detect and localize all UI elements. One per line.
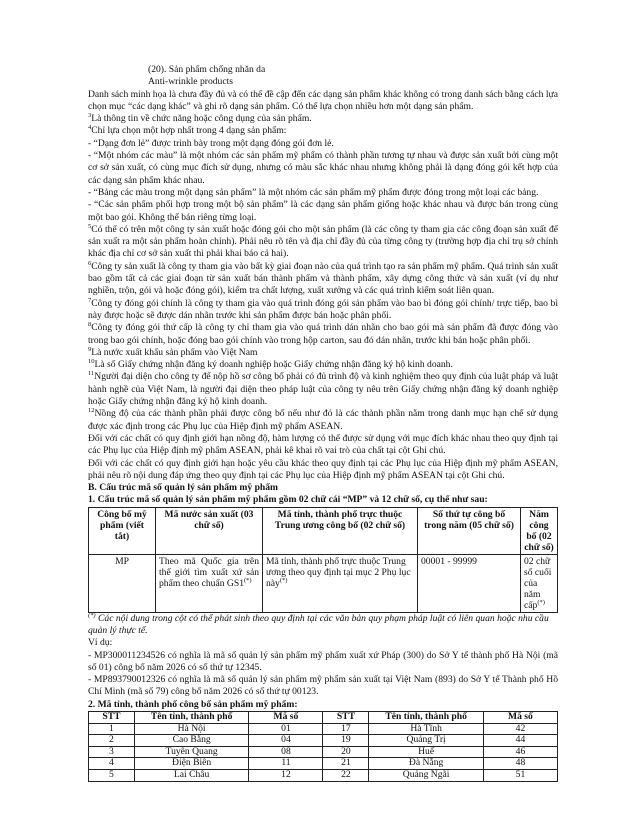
table-row [89,770,558,782]
footnote-paragraph: $^{10}$Là số Giấy chứng nhận đăng ký doanh nghiệp hoặc Giấy chứng nhận đăng ký hộ kinh doanh. [88,357,453,371]
table2-cell: 19 [323,735,369,747]
example-2: - MP893790012326 có nghĩa là mã số quản lý sản phẩm mỹ phẩm sản xuất tại Việt Nam (893) do Sở Y tế Thành phố Hồ Chí Minh (mã số 79) công bố năm 2026 có số thứ tự 00123. [88,674,558,698]
table2-cell: 12 [249,770,323,782]
table2-cell: 3 [89,746,135,758]
section-b-heading: B. Cấu trúc mã số quản lý sản phẩm mỹ phẩm [88,482,279,494]
footnote-paragraph: $^4$Chỉ lựa chọn một hợp nhất trong 4 dạng sản phẩm: [88,124,287,137]
table2-cell: Lai Châu [134,770,249,782]
footnote-paragraph: $^{11}$Người đại diện cho công ty để nộp hồ sơ công bố phải có đủ trình độ và kinh nghiệm theo quy định của luật pháp và luật hành nghề của Việt Nam, là người đại diện theo pháp luật của công ty nêu trên Giấy chứng nhận đăng ký doanh nghiệp hoặc Giấy chứng nhận đăng ký hộ kinh doanh. [88,370,558,408]
province-code-table [88,711,558,782]
table1-cell: 02 chữ số cuối của năm cấp(*) [521,554,558,612]
table2-cell: 20 [323,746,369,758]
section-b-sub1: 1. Cấu trúc mã số quản lý sản phẩm mỹ phẩm gồm 02 chữ cái “MP” và 12 chữ số, cụ thể như sau: [88,494,488,506]
table2-cell: 04 [249,735,323,747]
footnote-paragraph: $^8$Công ty đóng gói thứ cấp là công ty chỉ tham gia vào quá trình dán nhãn cho bao gói mà sản phẩm đã được đóng vào trong bao gói chính, hoặc đóng bao gói chính vào trong hộp carton, sau đó dán nhãn, trước khi bán hoặc phân phối. [88,321,558,346]
footnote-paragraph: - “Các sản phẩm phối hợp trong một bộ sản phẩm” là các dạng sản phẩm giống hoặc khác nhau và được bán trong cùng một bao gói. Không thể bán riêng từng loại. [88,199,558,223]
footnote-paragraph: Đối với các chất có quy định giới hạn nồng độ, hàm lượng có thể được sử dụng với mục đích khác nhau theo quy định tại các Phụ lục của Hiệp định mỹ phẩm ASEAN, phải kê khai rõ vai trò của chất tại cột Ghi chú. [88,432,558,457]
footnote-paragraph: Danh sách minh họa là chưa đầy đủ và có thể đề cập đến các dạng sản phẩm khác không có trong danh sách bằng cách lựa chọn mục “các dạng khác” và ghi rõ dạng sản phẩm. Có thể lựa chọn nhiều hơn một dạng sản phẩm. [88,88,558,112]
table2-cell: Quảng Ngãi [369,770,484,782]
table2-cell: 5 [89,770,135,782]
code-structure-table [88,507,558,613]
table2-cell: 01 [249,723,323,735]
table2-cell: 11 [249,758,323,770]
table2-cell: 44 [483,735,557,747]
example-1: - MP300011234526 có nghĩa là mã số quản lý sản phẩm mỹ phẩm xuất xứ Pháp (300) do Sở Y tế thành phố Hà Nội (mã số 01) công bố năm 2026 có số thứ tự 12345. [88,649,558,673]
table2-cell: Cao Bằng [134,735,249,747]
table2-header: STT [323,712,369,724]
footnote-paragraph: $^6$Công ty sản xuất là công ty tham gia vào bất kỳ giai đoạn nào của quá trình tạo ra sản phẩm mỹ phẩm. Quá trình sản xuất bao gồm tất cả các giai đoạn từ sản xuất bán thành phẩm và thành phẩm, xây dựng công thức và sản xuất (ví dụ như nghiền, trộn, gói và hoặc đóng gói), kiểm tra chất lượng, xuất xưởng và các quá trình kiểm soát liên quan. [88,259,558,297]
table2-cell: Hà Nội [134,723,249,735]
table1-note: (*) Các nội dung trong cột có thể phát sinh theo quy định tại các văn bản quy phạm pháp luật có liên quan hoặc nhu cầu quản lý thực tế. [88,611,549,636]
footnotes [88,89,558,483]
footnote-paragraph: - “Dạng đơn lẻ” được trình bày trong một dạng đóng gói đơn lẻ. [88,137,334,149]
list-item-20-en: Anti-wrinkle products [148,76,233,88]
section-b-sub2: 2. Mã tỉnh, thành phố công bố sản phẩm mỹ phẩm: [88,698,298,710]
table2-header: Tên tỉnh, thành phố [369,712,484,724]
list-item-20: (20). Sản phẩm chống nhăn da [148,64,266,75]
table2-cell: 08 [249,746,323,758]
table1-cell: Mã tỉnh, thành phố trực thuộc Trung ương theo quy định tại mục 2 Phụ lục này(*) [263,554,418,612]
table2-cell: Tuyên Quang [134,746,249,758]
table1-cell: Theo mã Quốc gia trên thế giới tìm xuất xứ sản phẩm theo chuẩn GS1(*) [156,554,263,612]
table2-cell: 1 [89,723,135,735]
table-row [89,735,558,747]
footnote-paragraph: $^7$Công ty đóng gói chính là công ty tham gia vào quá trình đóng gói sản phẩm vào bao bì đóng gói chính/ trực tiếp, bao bì này được hoặc sẽ được dán nhãn trước khi sản phẩm được bán hoặc phân phối. [88,296,558,321]
table1-header: Mã tỉnh, thành phố trực thuộc Trung ương công bố (02 chữ số) [263,507,418,554]
table-row [89,723,558,735]
table1-header: Năm công bố (02 chữ số) [521,507,558,554]
footnote-paragraph: $^5$Có thể có trên một công ty sản xuất hoặc đóng gói cho một sản phẩm (là các công ty tham gia các công đoạn sản xuất để sản xuất ra một sản phẩm hoàn chỉnh). Phải nêu rõ tên và địa chỉ đầy đủ của từng công ty (trường hợp địa chỉ trụ sở chính khác địa chỉ cơ sở sản xuất thì phải khai báo cả hai). [88,222,558,260]
table1-cell: MP [89,554,156,612]
footnote-paragraph: $^3$Là thông tin về chức năng hoặc công dụng của sản phẩm. [88,112,312,125]
table2-cell: 17 [323,723,369,735]
footnote-paragraph: $^9$Là nước xuất khẩu sản phẩm vào Việt Nam [88,345,258,358]
table1-cell: 00001 - 99999 [418,554,521,612]
table-row [89,758,558,770]
footnote-paragraph: - “Một nhóm các màu” là một nhóm các sản phẩm mỹ phẩm có thành phần tương tự nhau và được sản xuất bởi cùng một cơ sở sản xuất, có cùng mục đích sử dụng, nhưng có màu sắc khác nhau nhưng không phải là dạng đóng gói kết hợp của các dạng sản phẩm khác nhau. [88,150,558,186]
table2-cell: Điện Biên [134,758,249,770]
table2-cell: 22 [323,770,369,782]
table2-header: STT [89,712,135,724]
footnote-paragraph: - “Bảng các màu trong một dạng sản phẩm” là một nhóm các sản phẩm mỹ phẩm được đóng trong một loại các bảng. [88,186,539,198]
example-label: Ví dụ: [88,637,113,649]
table2-cell: 4 [89,758,135,770]
table2-cell: 51 [483,770,557,782]
table2-header: Tên tỉnh, thành phố [134,712,249,724]
document-page [88,64,558,782]
table1-header: Mã nước sản xuất (03 chữ số) [156,507,263,554]
table1-header: Số thứ tự công bố trong năm (05 chữ số) [418,507,521,554]
table2-cell: 21 [323,758,369,770]
table2-cell: Đà Nẵng [369,758,484,770]
footnote-paragraph: $^{12}$Nồng độ của các thành phần phải được công bố nếu như đó là các thành phần nằm trong danh mục hạn chế sử dụng được xác định trong các Phụ lục của Hiệp định mỹ phẩm ASEAN. [88,407,558,432]
footnote-paragraph: Đối với các chất có quy định giới hạn hoặc yêu cầu khác theo quy định tại các Phụ lục của Hiệp định mỹ phẩm ASEAN, phải nêu rõ nội dung đáp ứng theo quy định tại các Phụ lục của Hiệp định mỹ phẩm ASEAN tại cột Ghi chú. [88,457,558,481]
table2-header: Mã số [249,712,323,724]
table2-cell: 42 [483,723,557,735]
table-row [89,746,558,758]
table2-cell: 46 [483,746,557,758]
table2-cell: 2 [89,735,135,747]
table1-header: Công bố mỹ phẩm (viết tắt) [89,507,156,554]
table2-header: Mã số [483,712,557,724]
table2-cell: Quảng Trị [369,735,484,747]
table2-cell: Hà Tĩnh [369,723,484,735]
table2-cell: Huế [369,746,484,758]
table2-cell: 48 [483,758,557,770]
